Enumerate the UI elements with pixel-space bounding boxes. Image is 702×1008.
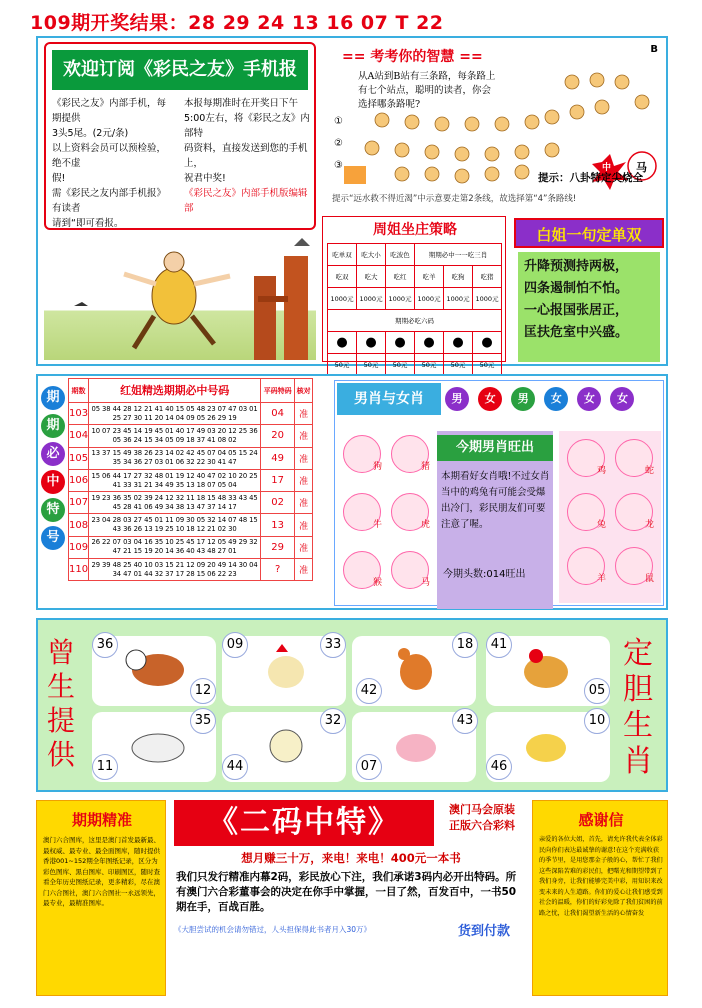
cash-on-delivery-label: 货到付款 [458, 924, 511, 939]
gender-circle: 女 [577, 387, 601, 411]
period-cell: 107 [69, 492, 89, 514]
welcome-left-text [52, 96, 172, 230]
zodiac-circle [615, 439, 653, 477]
strategy-cell: 期期必中一一吃三肖 [415, 244, 502, 266]
label-circle: 期 [41, 386, 65, 410]
welcome-right-line: 祝君中奖! [184, 173, 226, 184]
vertical-circle-labels [38, 382, 68, 552]
period-cell: 110 [69, 559, 89, 581]
welcome-left-line: 3头5尾。(2元/条) [52, 128, 129, 139]
number-bubble: 41 [486, 632, 512, 658]
quiz-panel [328, 42, 664, 216]
erma-title: 《二码中特》 [174, 800, 434, 846]
zodiac-label: 龙 [644, 520, 654, 530]
check-cell: 准 [295, 403, 313, 425]
table-row [69, 514, 313, 536]
period-cell: 109 [69, 536, 89, 558]
numbers-cell: 23 04 28 03 27 45 01 11 09 30 05 32 14 07 48 15 43 36 26 13 19 25 10 18 12 21 02 30 [89, 514, 261, 536]
strategy-cell: 1000元 [444, 288, 473, 310]
zodiac-circle [343, 551, 381, 589]
title-char: 曾 [46, 636, 75, 669]
te-cell: 49 [261, 447, 295, 469]
zodiac-circle [391, 493, 429, 531]
zodiac-panel [334, 380, 664, 606]
kungfu-cartoon-image [44, 236, 316, 360]
today-panel [437, 431, 553, 609]
path-label: ③ [334, 160, 343, 171]
te-cell: 04 [261, 403, 295, 425]
erma-subtitle [436, 802, 528, 834]
label-circle: 中 [41, 470, 65, 494]
quiz-title: == 考考你的智慧 == [342, 49, 483, 65]
strategy-title: 周姐坐庄策略 [373, 222, 457, 238]
col-header: 期数 [69, 379, 89, 403]
today-text: 本期看好女肖哦!不过女肖当中的鸡兔有可能会受爆出冷门，彩民朋友们可要注意了喔。 [441, 471, 550, 530]
welcome-title: 欢迎订阅《彩民之友》手机报 [52, 50, 308, 90]
male-female-title: 男肖与女肖 [337, 383, 441, 415]
ox-icon [126, 650, 184, 686]
col-header: 核对 [295, 379, 313, 403]
number-bubble: 35 [190, 708, 216, 734]
erma-slogan: 想月赚三十万，来电！来电！400元一本书 [241, 851, 461, 865]
zodiac-label: 牛 [372, 520, 382, 530]
baijie-panel [514, 218, 664, 364]
poem-line: 升降预测持两极， [524, 259, 629, 274]
welcome-box [44, 42, 316, 230]
title-char: 提 [46, 704, 75, 737]
dragon-icon [526, 734, 566, 762]
goat-icon [132, 734, 184, 762]
dog-icon [270, 730, 302, 762]
pig-icon [396, 734, 436, 762]
number-bubble: 32 [320, 708, 346, 734]
zodiac-cards-section [36, 618, 668, 792]
hongjie-number-table [68, 378, 313, 581]
check-cell: 准 [295, 447, 313, 469]
strategy-cell: 1000元 [357, 288, 386, 310]
strategy-cell: 1000元 [328, 288, 357, 310]
period-cell: 103 [69, 403, 89, 425]
col-header: 平码特码 [261, 379, 295, 403]
number-bubble: 44 [222, 754, 248, 780]
numbers-cell: 05 38 44 28 12 21 41 40 15 05 48 23 07 47 03 01 25 27 30 11 20 14 04 09 05 26 29 19 [89, 403, 261, 425]
rooster-icon [268, 644, 304, 688]
path-label: ① [334, 116, 343, 127]
strategy-cell: 1000元 [386, 288, 415, 310]
poem-line: 一心报国张居正， [524, 303, 629, 318]
qiqi-text: 澳门六合图库，这里是澳门首发最新最、最权威、最专业、最全面图库，随时提供香港001~152期全年图纸记录，区分为彩色图库、黑白图库、印刷图区，随时查看全年历史图纸记录，更多精彩，尽在澳门六合图社，澳门六合图社一永远领先，最专业，最精准图库。 [43, 836, 160, 907]
col-header: 红姐精选期期必中号码 [89, 379, 261, 403]
gender-circle: 女 [610, 387, 634, 411]
welcome-right-line: 本报每期准时在开奖日下午 [184, 98, 299, 109]
black-dot: ● [415, 332, 444, 354]
zodiac-circle [391, 435, 429, 473]
number-bubble: 46 [486, 754, 512, 780]
qiqi-panel [36, 800, 166, 996]
strategy-cell: 吃大小 [357, 244, 386, 266]
zodiac-label: 兔 [596, 520, 606, 530]
rat-icon [398, 648, 432, 690]
strategy-cell: 50元 [415, 354, 444, 376]
gender-circle: 女 [544, 387, 568, 411]
table-row [69, 403, 313, 425]
strategy-table [327, 243, 502, 376]
strategy-panel [322, 216, 506, 369]
subtitle-line: 正版六合彩料 [449, 819, 515, 832]
poem-line: 匡扶危室中兴盛。 [524, 325, 629, 340]
welcome-right-text [184, 96, 312, 216]
number-bubble: 05 [584, 678, 610, 704]
strategy-cell: 吃波色 [386, 244, 415, 266]
label-circle: 号 [41, 526, 65, 550]
strategy-cell: 50元 [444, 354, 473, 376]
today-head-count: 今期头数:014旺出 [443, 569, 526, 580]
table-row [69, 425, 313, 447]
check-cell: 准 [295, 514, 313, 536]
zhong-label: 中 [602, 163, 612, 173]
table-row [69, 492, 313, 514]
zodiac-circle [343, 493, 381, 531]
black-dot: ● [357, 332, 386, 354]
strategy-cell: 吃双 [328, 266, 357, 288]
top-section [36, 36, 668, 369]
hint-zodiac: 马 [636, 161, 647, 174]
quiz-question: 从A站到B站有三条路，每条路上有七个站点，聪明的读者，你会选择哪条路呢? [358, 71, 496, 110]
period-cell: 104 [69, 425, 89, 447]
table-row [69, 469, 313, 491]
strategy-cell: 1000元 [415, 288, 444, 310]
subtitle-line: 澳门马会原装 [449, 803, 515, 816]
qiqi-title: 期期精准 [71, 811, 132, 829]
zodiac-label: 马 [420, 578, 430, 588]
middle-section [36, 374, 668, 610]
result-line: 109期开奖结果：28 29 24 13 16 07 T 22 [30, 12, 444, 34]
zodiac-label: 狗 [372, 462, 382, 472]
period-cell: 105 [69, 447, 89, 469]
strategy-cell: 期期必吃六码 [328, 310, 502, 332]
numbers-cell: 10 07 23 45 14 19 45 01 40 17 49 03 20 12 25 36 05 36 24 15 34 05 09 18 37 41 08 02 [89, 425, 261, 447]
welcome-right-line: 码资料，直接发送到您的手机上， [184, 143, 308, 169]
table-row [69, 559, 313, 581]
title-char: 肖 [623, 744, 653, 779]
strategy-cell: 吃大 [357, 266, 386, 288]
strategy-cell: 50元 [328, 354, 357, 376]
black-dot: ● [444, 332, 473, 354]
gender-circle: 女 [478, 387, 502, 411]
zodiac-label: 蛇 [644, 466, 654, 476]
number-bubble: 42 [356, 678, 382, 704]
erma-body: 我们只发行精准内幕2码，彩民放心下注，我们承诺3码内必开出特码。所有澳门六合彩董事会的决定在你手中掌握，一目了然，百发百中，一书50期在手，百战百胜。 [176, 871, 517, 913]
check-cell: 准 [295, 425, 313, 447]
check-cell: 准 [295, 536, 313, 558]
numbers-cell: 19 23 36 35 02 39 24 12 32 11 18 15 48 33 43 45 45 28 41 06 49 34 38 13 47 37 14 17 [89, 492, 261, 514]
zodiac-label: 鼠 [644, 574, 654, 584]
poem-line: 四条遏制怕不怕。 [524, 281, 629, 296]
path-label: ② [334, 138, 343, 149]
thanks-title: 感谢信 [578, 811, 624, 829]
number-bubble: 11 [92, 754, 118, 780]
today-title: 今期男肖旺出 [437, 435, 553, 461]
welcome-left-line: 《彩民之友》内部手机，每期提供 [52, 98, 167, 124]
zodiac-label: 鸡 [596, 466, 606, 476]
welcome-right-line: 5:00左右，将《彩民之友》内部特 [184, 113, 310, 139]
ox-icon [524, 649, 568, 688]
label-circle: 必 [41, 442, 65, 466]
baijie-poem [518, 252, 660, 362]
strategy-cell: 吃狗 [444, 266, 473, 288]
gender-circle-row [445, 387, 638, 411]
welcome-right-line: 部 [184, 203, 194, 214]
numbers-cell: 26 22 07 03 04 16 35 10 25 45 17 12 05 49 29 32 47 21 15 19 20 14 36 40 43 48 27 01 [89, 536, 261, 558]
zodiac-label: 羊 [596, 574, 606, 584]
label-circle: 期 [41, 414, 65, 438]
numbers-cell: 29 39 48 25 40 10 03 15 21 12 09 20 49 14 30 04 34 47 01 44 32 37 17 28 15 06 22 23 [89, 559, 261, 581]
zodiac-label: 虎 [420, 520, 430, 530]
check-cell: 准 [295, 492, 313, 514]
thanks-text: 亲爱的各位大姐，首先，请允许我代表全体彩民向你们表达最诚挚的谢意!在这个充满收获的季节里，是用您那金子般的心，帮忙了我们这些深陷苦难的彩民们，把曙光和期望带到了我们身旁，让我们能够完美中彩，用知识来改变未来的人生道路。你们的爱心让我们感受到社会的温暖，你们的好彩免除了我们贫困的前路之忧，让我们渴望新生活的心情奋发 [539, 836, 663, 917]
black-dot: ● [328, 332, 357, 354]
erma-note: 《大胆尝试的机会请勿错过，人头担保得此书者月入30万》 [174, 925, 372, 934]
te-cell: 29 [261, 536, 295, 558]
check-cell: 准 [295, 559, 313, 581]
quiz-hint: 提示：八卦特定尖烧全 [538, 172, 643, 184]
gender-circle: 男 [445, 387, 469, 411]
zodiac-circle [567, 439, 605, 477]
zodiac-circle [615, 547, 653, 585]
te-cell: 02 [261, 492, 295, 514]
black-dot: ● [473, 332, 502, 354]
te-cell: 13 [261, 514, 295, 536]
number-bubble: 18 [452, 632, 478, 658]
zodiac-card-illustrations [38, 620, 670, 794]
strategy-cell: 吃单双 [328, 244, 357, 266]
zodiac-label: 猴 [372, 578, 382, 588]
strategy-cell: 1000元 [473, 288, 502, 310]
strategy-cell: 50元 [386, 354, 415, 376]
welcome-left-line: 假! [52, 173, 66, 184]
welcome-left-line: 请到“即可看报。 [52, 218, 124, 229]
quiz-tip: 提示“远水救不得近渴”中示意要走第2条线，故选择第“4”条路线! [332, 194, 577, 204]
zodiac-circle [567, 493, 605, 531]
welcome-left-line: 需《彩民之友内部手机报》有读者 [52, 188, 167, 214]
thanks-panel [532, 800, 668, 996]
welcome-right-line: 《彩民之友》内部手机版编辑 [184, 188, 308, 199]
number-bubble: 10 [584, 708, 610, 734]
strategy-cell: 吃红 [386, 266, 415, 288]
zodiac-circle [343, 435, 381, 473]
strategy-cell: 吃猪 [473, 266, 502, 288]
numbers-cell: 15 06 44 17 27 32 48 01 19 12 40 47 02 10 20 25 41 33 31 21 34 49 35 13 18 07 05 04 [89, 469, 261, 491]
zodiac-circle [615, 493, 653, 531]
te-cell: ? [261, 559, 295, 581]
gender-circle: 男 [511, 387, 535, 411]
period-cell: 106 [69, 469, 89, 491]
zodiac-circle [391, 551, 429, 589]
zodiac-circle [567, 547, 605, 585]
erma-panel [168, 800, 530, 996]
number-bubble: 33 [320, 632, 346, 658]
cartoon-illustration [44, 236, 316, 360]
check-cell: 准 [295, 469, 313, 491]
table-row [69, 536, 313, 558]
strategy-cell: 50元 [357, 354, 386, 376]
title-char: 胆 [623, 672, 653, 707]
title-char: 供 [46, 738, 75, 771]
title-char: 生 [46, 670, 75, 703]
title-char: 定 [623, 636, 653, 671]
baijie-title: 白姐一句定单双 [514, 218, 664, 248]
number-bubble: 36 [92, 632, 118, 658]
table-row [69, 447, 313, 469]
strategy-cell: 吃羊 [415, 266, 444, 288]
number-bubble: 07 [356, 754, 382, 780]
welcome-left-line: 以上资料会员可以预检验，绝不虚 [52, 143, 167, 169]
title-char: 生 [623, 708, 653, 743]
number-bubble: 09 [222, 632, 248, 658]
numbers-cell: 13 37 15 49 38 26 23 14 02 42 45 07 04 05 15 24 35 34 36 27 03 01 06 32 22 30 41 47 [89, 447, 261, 469]
zodiac-label: 猪 [420, 462, 430, 472]
strategy-cell: 50元 [473, 354, 502, 376]
te-cell: 20 [261, 425, 295, 447]
black-dot: ● [386, 332, 415, 354]
quiz-corner-label: B [650, 44, 658, 55]
number-bubble: 43 [452, 708, 478, 734]
period-cell: 108 [69, 514, 89, 536]
te-cell: 17 [261, 469, 295, 491]
label-circle: 特 [41, 498, 65, 522]
number-bubble: 12 [190, 678, 216, 704]
